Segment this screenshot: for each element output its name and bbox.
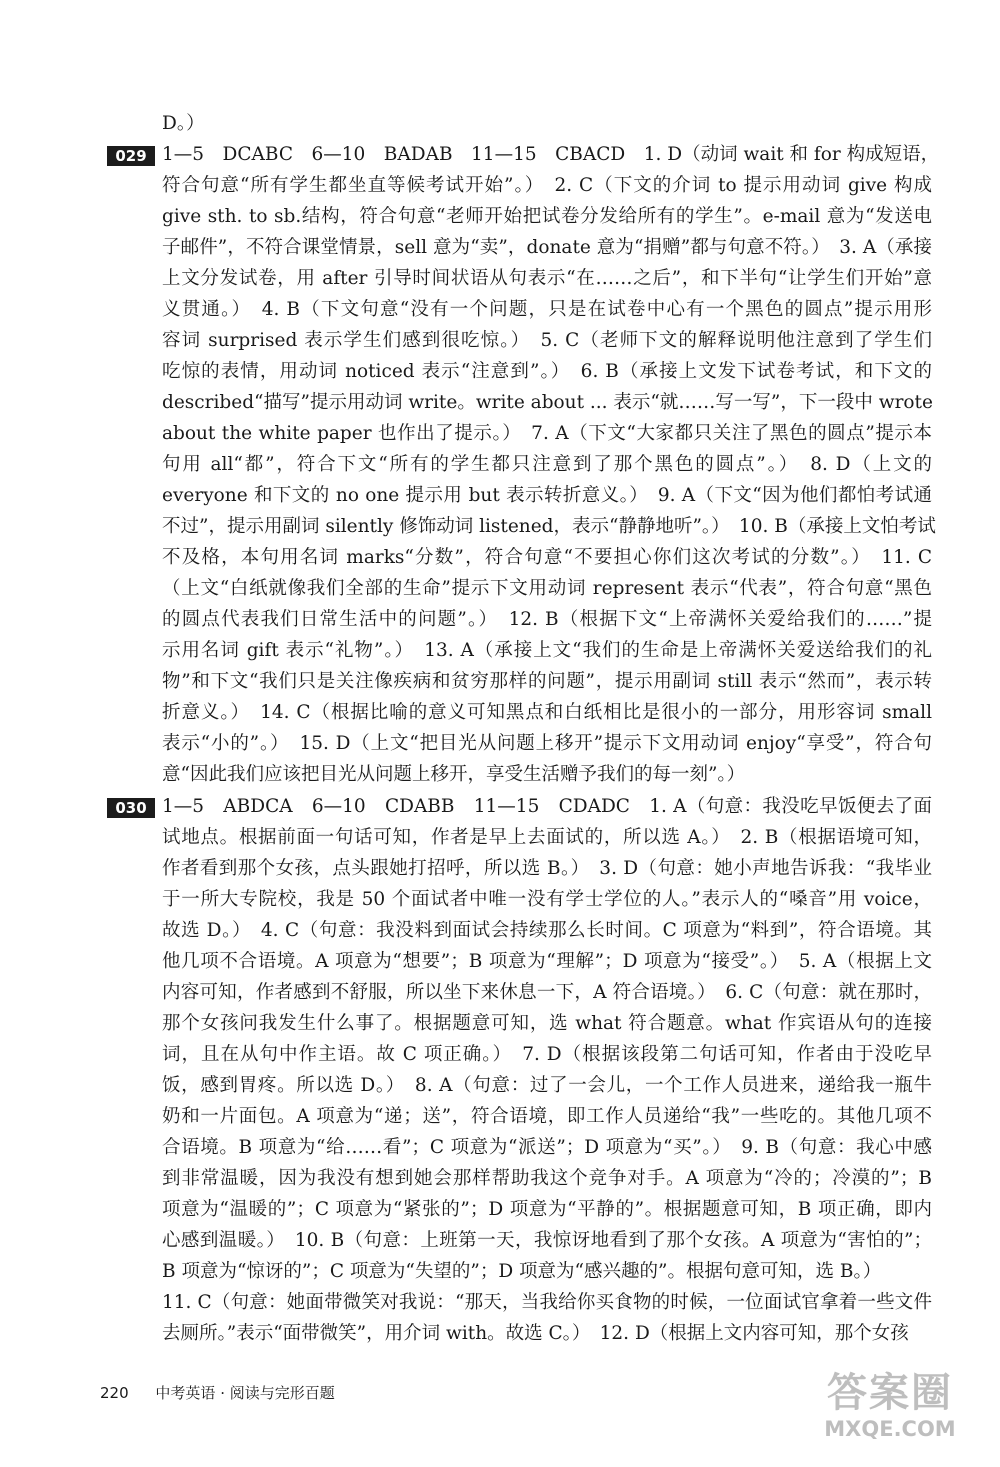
text-line: described“描写”提示用动词 write。write about ... 表示“就……写一写”，下一段中 wrote [162,392,933,413]
text-line: 义贯通。） 4. B（下文句意“没有一个问题，只是在试卷中心有一个黑色的圆点”提示用形 [162,299,932,320]
text-line: 他几项不合语境。A 项意为“想要”；B 项意为“理解”；D 项意为“接受”。） 5. A（根据上文 [162,951,932,972]
text-line: 吃惊的表情，用动词 noticed 表示“注意到”。） 6. B（承接上文发下试卷考试，和下文的 [162,361,932,382]
text-line: 项意为“温暖的”；C 项意为“紧张的”；D 项意为“平静的”。根据题意可知，B 项正确，即内 [162,1199,932,1220]
text-line: 于一所大专院校，我是 50 个面试者中唯一没有学士学位的人。”表示人的“嗓音”用 voice， [162,889,932,910]
question-number-tag-030: 030 [107,798,155,818]
text-line: 到非常温暖，因为我没有想到她会那样帮助我这个竞争对手。A 项意为“冷的；冷漠的”；B [162,1168,932,1189]
text-line: 意“因此我们应该把目光从问题上移开，享受生活赠予我们的每一刻”。） [162,764,746,785]
text-line: 上文分发试卷，用 after 引导时间状语从句表示“在……之后”，和下半句“让学生们开始”意 [162,268,932,289]
text-line: 1—5 DCABC 6—10 BADAB 11—15 CBACD 1. D（动词 wait 和 for 构成短语， [162,144,940,165]
watermark-logo [800,1370,980,1460]
text-line: 心感到温暖。） 10. B（句意：上班第一天，我惊讶地看到了那个女孩。A 项意为“害怕的”； [162,1230,932,1251]
text-line: 容词 surprised 表示学生们感到很吃惊。） 5. C（老师下文的解释说明他注意到了学生们 [162,330,932,351]
text-line: 奶和一片面包。A 项意为“递；送”，符合语境，即工作人员递给“我”一些吃的。其他几项不 [162,1106,932,1127]
text-line: 不过”，提示用副词 silently 修饰动词 listened，表示“静静地听”。） 10. B（承接上文怕考试 [162,516,936,537]
text-line: about the white paper 也作出了提示。） 7. A（下文“大家都只关注了黑色的圆点”提示本 [162,423,932,444]
text-line: 作者看到那个女孩，点头跟她打招呼，所以选 B。） 3. D（句意：她小声地告诉我：“我毕业 [162,858,932,879]
question-number-tag-029: 029 [107,146,155,166]
text-line: 内容可知，作者感到不舒服，所以坐下来休息一下，A 符合语境。） 6. C（句意：就在那时， [162,982,932,1003]
text-line: 故选 D。） 4. C（句意：我没料到面试会持续那么长时间。C 项意为“料到”，符合语境。其 [162,920,932,941]
page-number: 220 [100,1384,129,1402]
text-line: 的圆点代表我们日常生活中的问题”。） 12. B（根据下文“上帝满怀关爱给我们的……”提 [162,609,932,630]
page-footer [100,1383,335,1403]
watermark-logo-text: 答案圈 [827,1370,953,1416]
text-line: D。） [162,113,205,134]
text-line: 示用名词 gift 表示“礼物”。） 13. A（承接上文“我们的生命是上帝满怀关爱送给我们的礼 [162,640,932,661]
text-line: 物”和下文“我们只是关注像疾病和贫穷那样的问题”，提示用副词 still 表示“然而”，表示转 [162,671,932,692]
text-line: 试地点。根据前面一句话可知，作者是早上去面试的，所以选 A。） 2. B（根据语境可知， [162,827,932,848]
book-title: 中考英语 · 阅读与完形百题 [155,1384,335,1402]
text-line: 11. C（句意：她面带微笑对我说：“那天，当我给你买食物的时候，一位面试官拿着一些文件 [162,1292,932,1313]
text-line: 表示“小的”。） 15. D（上文“把目光从问题上移开”提示下文用动词 enjoy“享受”，符合句 [162,733,932,754]
text-line: 去厕所。”表示“面带微笑”，用介词 with。故选 C。） 12. D（根据上文内容可知，那个女孩 [162,1323,909,1344]
text-line: 不及格，本句用名词 marks“分数”，符合句意“不要担心你们这次考试的分数”。） 11. C [162,547,932,568]
text-line: （上文“白纸就像我们全部的生命”提示下文用动词 represent 表示“代表”，符合句意“黑色 [162,578,932,599]
text-line: 句用 all“都”，符合下文“所有的学生都只注意到了那个黑色的圆点”。） 8. D（上文的 [162,454,932,475]
text-line: 符合句意“所有学生都坐直等候考试开始”。） 2. C（下文的介词 to 提示用动词 give 构成 [162,175,932,196]
watermark-url: MXQE.COM [824,1417,956,1441]
text-line: give sth. to sb.结构，符合句意“老师开始把试卷分发给所有的学生”。e-mail 意为“发送电 [162,206,932,227]
text-line: everyone 和下文的 no one 提示用 but 表示转折意义。） 9. A（下文“因为他们都怕考试通 [162,485,932,506]
text-line: 饭，感到胃疼。所以选 D。） 8. A（句意：过了一会儿，一个工作人员进来，递给我一瓶牛 [162,1075,932,1096]
text-line: 子邮件”，不符合课堂情景，sell 意为“卖”，donate 意为“捐赠”都与句意不符。） 3. A（承接 [162,237,932,258]
text-line: B 项意为“惊讶的”；C 项意为“失望的”；D 项意为“感兴趣的”。根据句意可知，选 B。） [162,1261,882,1282]
text-line: 1—5 ABDCA 6—10 CDABB 11—15 CDADC 1. A（句意：我没吃早饭便去了面 [162,796,932,817]
text-line: 那个女孩问我发生什么事了。根据题意可知，选 what 符合题意。what 作宾语从句的连接 [162,1013,932,1034]
text-line: 词，且在从句中作主语。故 C 项正确。） 7. D（根据该段第二句话可知，作者由于没吃早 [162,1044,932,1065]
text-line: 合语境。B 项意为“给……看”；C 项意为“派送”；D 项意为“买”。） 9. B（句意：我心中感 [162,1137,932,1158]
text-line: 折意义。） 14. C（根据比喻的意义可知黑点和白纸相比是很小的一部分，用形容词 small [162,702,932,723]
